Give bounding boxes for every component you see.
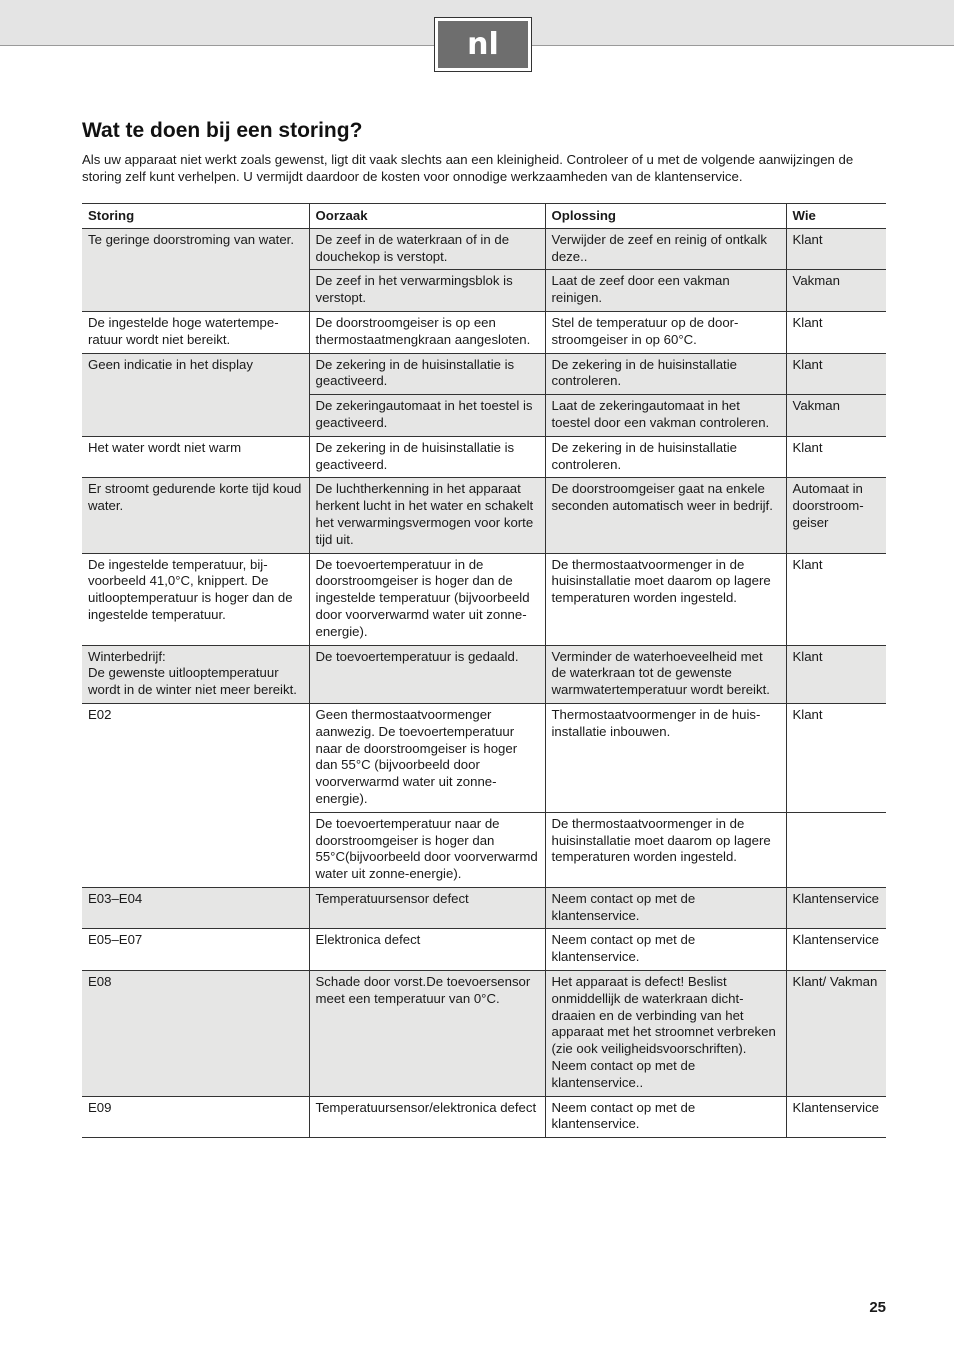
cell-oplossing: De thermostaatvoormenger in de huisinstallatie moet daarom op lagere temperaturen worden ingesteld. — [545, 553, 786, 645]
cell-oplossing: De zekering in de huisinstallatie controleren. — [545, 353, 786, 395]
cell-storing: Het water wordt niet warm — [82, 436, 309, 478]
cell-oorzaak: De luchtherkenning in het apparaat herkent lucht in het water en schakelt het verwarmingsvermogen voor korte tijd uit. — [309, 478, 545, 553]
table-row — [82, 703, 886, 812]
cell-oplossing: De thermostaatvoormenger in de huisinstallatie moet daarom op lagere temperaturen worden ingesteld. — [545, 812, 786, 887]
cell-oorzaak: Geen thermostaatvoormenger aanwezig. De toevoertemperatuur naar de doorstroomgeiser is hoger dan 55°C (bijvoorbeeld door voorverwarmd water uit zonne-energie). — [309, 703, 545, 812]
table-header-row — [82, 204, 886, 229]
cell-oplossing: Laat de zekeringautomaat in het toestel door een vakman controleren. — [545, 395, 786, 437]
table-row — [82, 929, 886, 971]
cell-oplossing: Stel de temperatuur op de doorstroomgeiser in op 60°C. — [545, 311, 786, 353]
cell-oplossing: Laat de zeef door een vakman reinigen. — [545, 270, 786, 312]
cell-wie: Klant — [786, 228, 886, 270]
cell-wie: Automaat in doorstroomgeiser — [786, 478, 886, 553]
table-body — [82, 228, 886, 1137]
cell-wie: Klant — [786, 553, 886, 645]
cell-wie: Klant/ Vakman — [786, 971, 886, 1097]
cell-oorzaak: De toevoertemperatuur in de doorstroomgeiser is hoger dan de ingestelde temperatuur (bijvoorbeeld door voorverwarmd water uit zonne-energie). — [309, 553, 545, 645]
cell-oplossing: Verwijder de zeef en reinig of ontkalk deze.. — [545, 228, 786, 270]
cell-wie: Klant — [786, 703, 886, 812]
language-badge — [434, 17, 532, 72]
table-row — [82, 311, 886, 353]
table-row — [82, 887, 886, 929]
cell-wie: Vakman — [786, 395, 886, 437]
cell-oplossing: Thermostaatvoormenger in de huisinstallatie inbouwen. — [545, 703, 786, 812]
cell-oplossing: Verminder de waterhoeveelheid met de waterkraan tot de gewenste warmwatertemperatuur wordt bereikt. — [545, 645, 786, 703]
cell-storing: E02 — [82, 703, 309, 887]
table-row — [82, 353, 886, 395]
cell-storing: Geen indicatie in het display — [82, 353, 309, 436]
header-wie: Wie — [786, 204, 886, 229]
table-row — [82, 228, 886, 270]
cell-wie: Klant — [786, 436, 886, 478]
table-row — [82, 645, 886, 703]
table-row — [82, 553, 886, 645]
table-row — [82, 436, 886, 478]
table-row — [82, 971, 886, 1097]
cell-oorzaak: De zeef in het verwarmingsblok is verstopt. — [309, 270, 545, 312]
cell-oorzaak: De zekering in de huisinstallatie is geactiveerd. — [309, 436, 545, 478]
cell-wie: Klantenservice — [786, 929, 886, 971]
cell-storing: Winterbedrijf: De gewenste uitlooptemperatuur wordt in de winter niet meer bereikt. — [82, 645, 309, 703]
cell-storing: E09 — [82, 1096, 309, 1138]
cell-storing: E05–E07 — [82, 929, 309, 971]
table-row — [82, 1096, 886, 1138]
header-oorzaak: Oorzaak — [309, 204, 545, 229]
cell-oorzaak: Temperatuursensor defect — [309, 887, 545, 929]
cell-wie: Klant — [786, 353, 886, 395]
cell-wie: Klant — [786, 645, 886, 703]
page-title: Wat te doen bij een storing? — [82, 119, 363, 142]
language-code: nl — [438, 21, 528, 68]
cell-storing: De ingestelde hoge watertemperatuur wordt niet bereikt. — [82, 311, 309, 353]
cell-storing: De ingestelde temperatuur, bijvoorbeeld 41,0°C, knippert. De uitlooptemperatuur is hoger dan de ingestelde temperatuur. — [82, 553, 309, 645]
page-number: 25 — [869, 1299, 886, 1316]
cell-oorzaak: De zeef in de waterkraan of in de douchekop is verstopt. — [309, 228, 545, 270]
cell-wie: Klantenservice — [786, 887, 886, 929]
cell-oplossing: Neem contact op met de klantenservice. — [545, 887, 786, 929]
cell-oorzaak: Schade door vorst.De toevoersensor meet een temperatuur van 0°C. — [309, 971, 545, 1097]
cell-oorzaak: Temperatuursensor/elektronica defect — [309, 1096, 545, 1138]
cell-oorzaak: De doorstroomgeiser is op een thermostaatmengkraan aangesloten. — [309, 311, 545, 353]
cell-wie: Vakman — [786, 270, 886, 312]
header-storing: Storing — [82, 204, 309, 229]
cell-storing: Er stroomt gedurende korte tijd koud water. — [82, 478, 309, 553]
table-row — [82, 478, 886, 553]
cell-wie: Klantenservice — [786, 1096, 886, 1138]
cell-oplossing: De zekering in de huisinstallatie controleren. — [545, 436, 786, 478]
cell-oplossing: Neem contact op met de klantenservice. — [545, 1096, 786, 1138]
cell-oorzaak: De zekeringautomaat in het toestel is geactiveerd. — [309, 395, 545, 437]
cell-storing: Te geringe doorstroming van water. — [82, 228, 309, 311]
intro-paragraph: Als uw apparaat niet werkt zoals gewenst, ligt dit vaak slechts aan een kleinigheid. Controleer of u met de volgende aanwijzingen de storing zelf kunt verhelpen. U vermijdt daardoor de kosten voor onnodige werkzaamheden van de klantenservice. — [82, 152, 854, 184]
cell-oorzaak: De toevoertemperatuur is gedaald. — [309, 645, 545, 703]
troubleshooting-table — [82, 203, 886, 1138]
header-oplossing: Oplossing — [545, 204, 786, 229]
cell-oorzaak: De zekering in de huisinstallatie is geactiveerd. — [309, 353, 545, 395]
cell-storing: E03–E04 — [82, 887, 309, 929]
cell-wie — [786, 812, 886, 887]
cell-oplossing: Het apparaat is defect! Beslist onmiddellijk de waterkraan dichtdraaien en de verbinding van het apparaat met het stroomnet verbreken (zie ook veiligheidsvoorschriften). Neem contact op met de klantenservice.. — [545, 971, 786, 1097]
cell-oorzaak: Elektronica defect — [309, 929, 545, 971]
cell-wie: Klant — [786, 311, 886, 353]
cell-oorzaak: De toevoertemperatuur naar de doorstroomgeiser is hoger dan 55°C(bijvoorbeeld door voorverwarmd water uit zonne-energie). — [309, 812, 545, 887]
cell-oplossing: De doorstroomgeiser gaat na enkele seconden automatisch weer in bedrijf. — [545, 478, 786, 553]
cell-oplossing: Neem contact op met de klantenservice. — [545, 929, 786, 971]
cell-storing: E08 — [82, 971, 309, 1097]
